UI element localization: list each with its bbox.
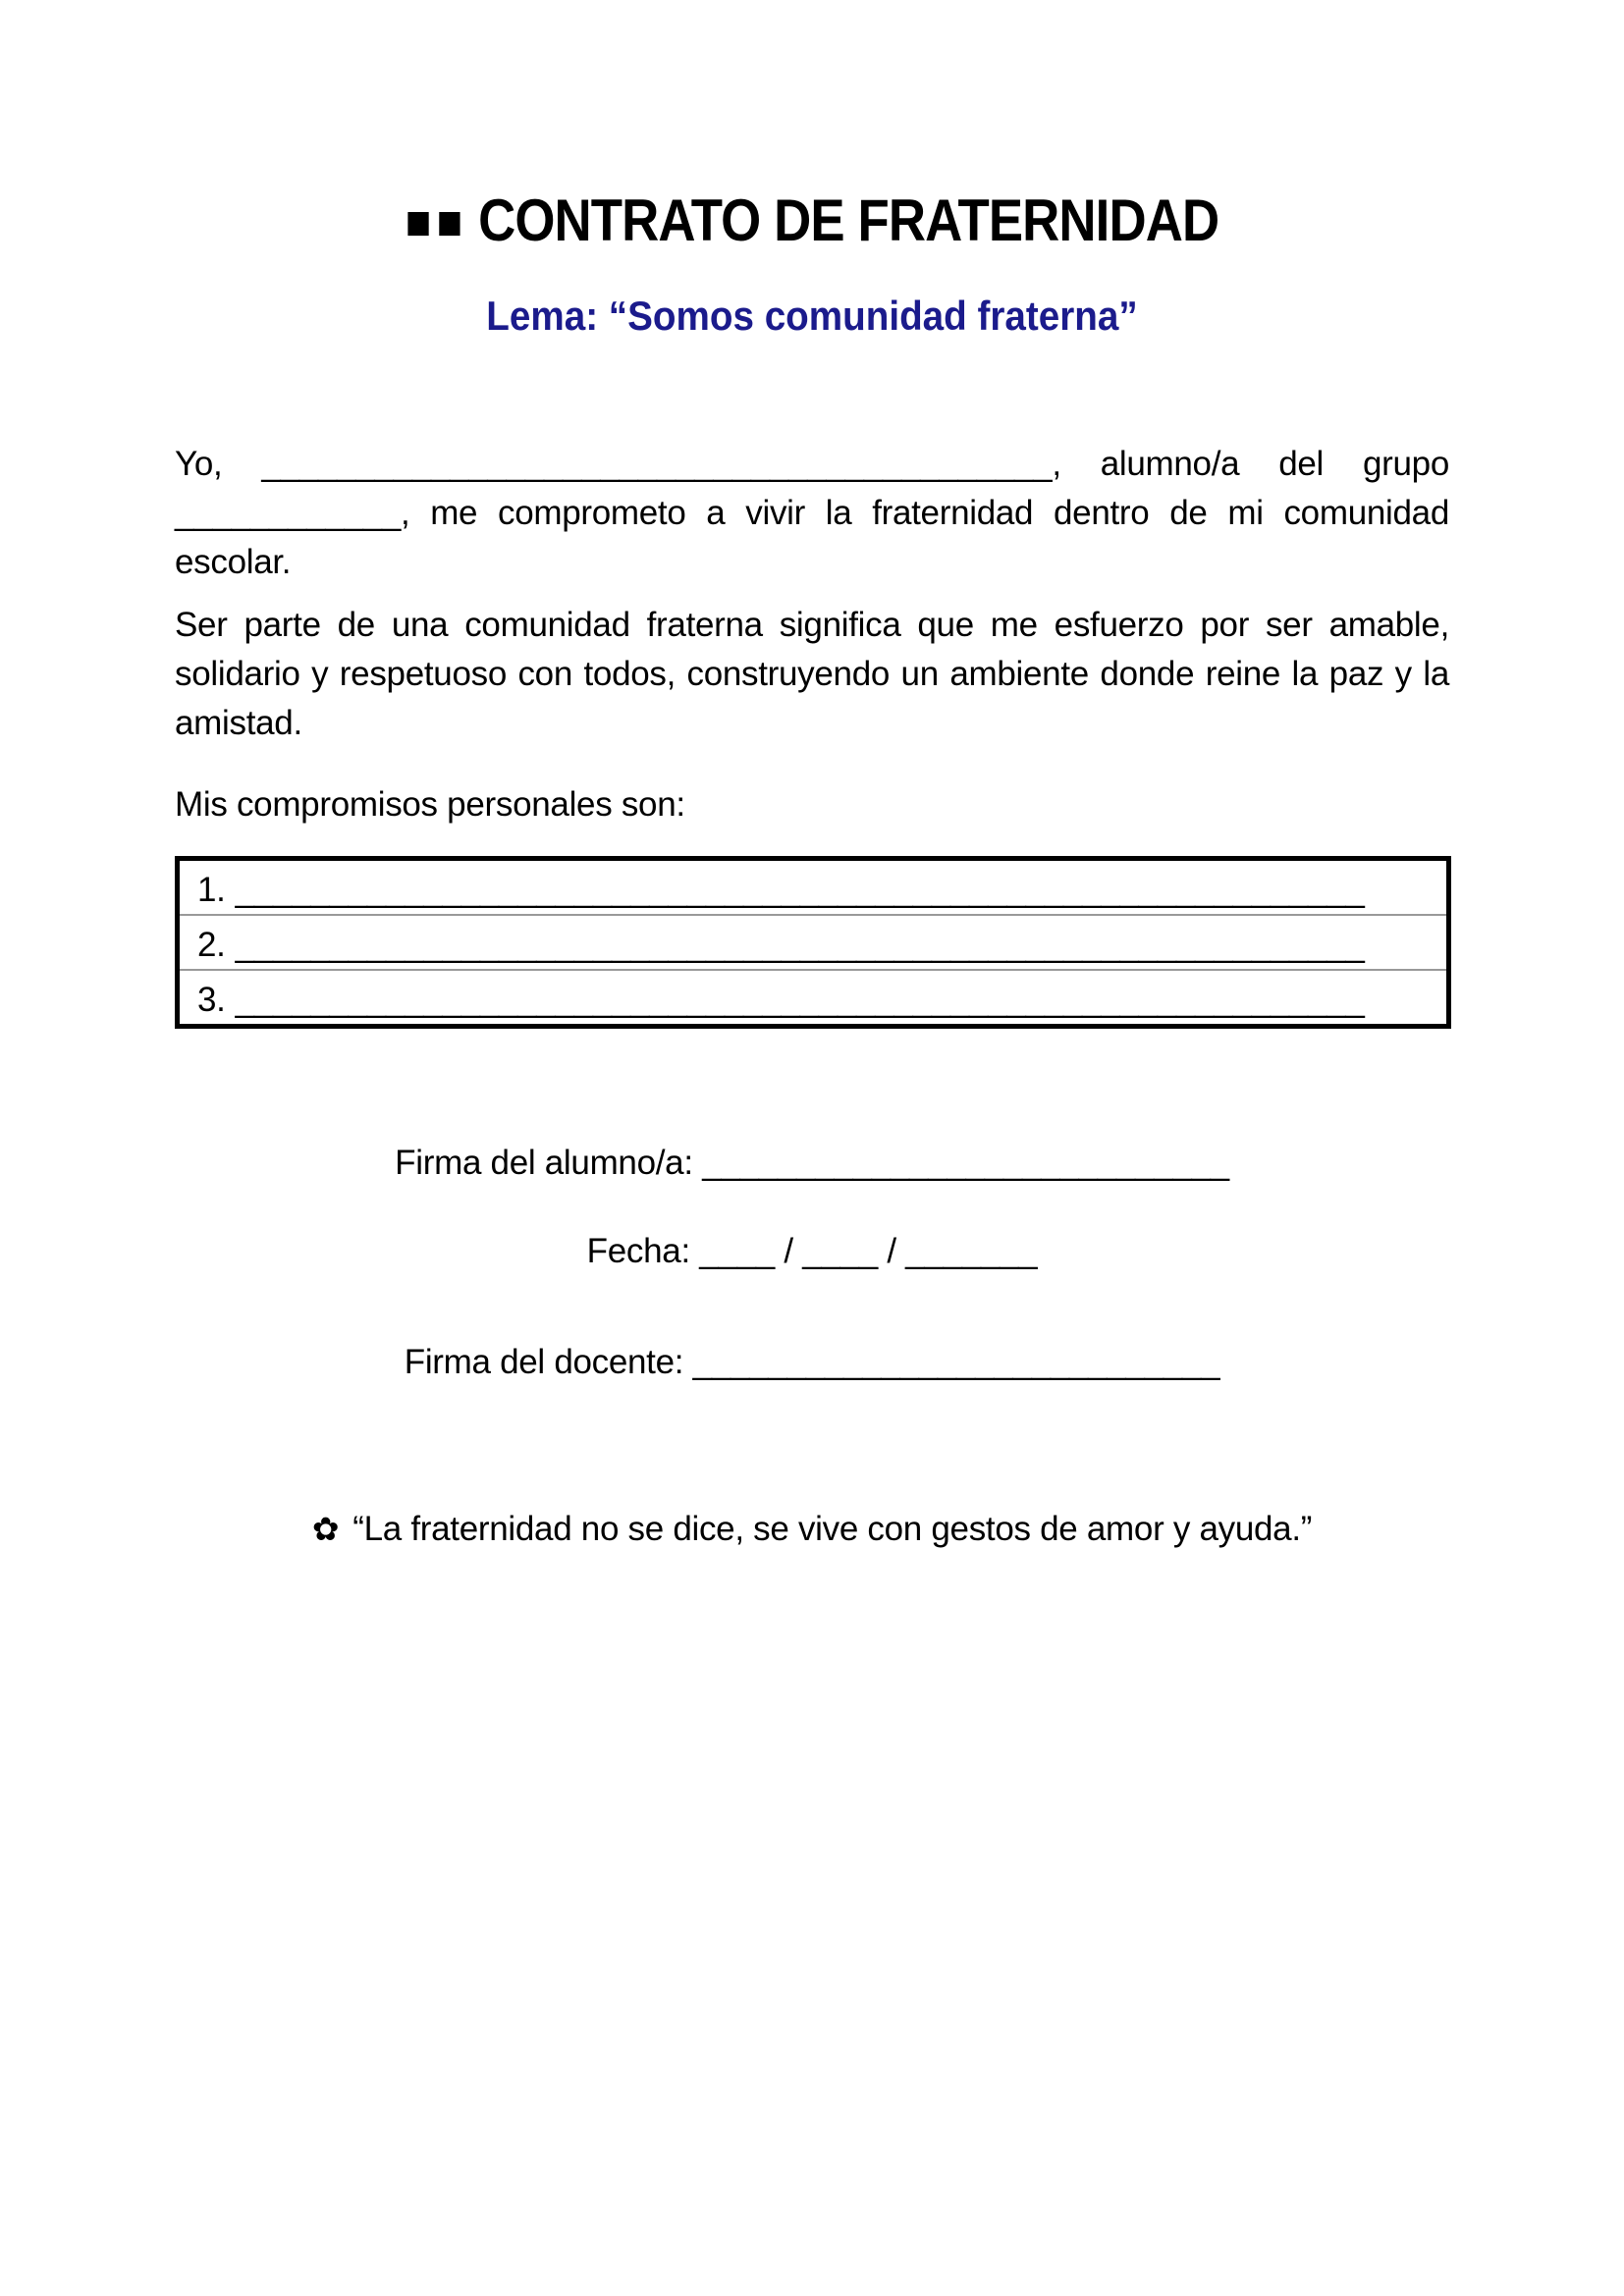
commitment-blank-2: ____________________________________________________________ [235,926,1365,964]
commitment-number-2: 2. [197,926,226,964]
body-paragraph: Ser parte de una comunidad fraterna significa que me esfuerzo por ser amable, solidario y respetuoso con todos, construyendo un ambiente donde reine la paz y la amistad. [175,606,1449,742]
commitment-row-1 [180,861,1446,914]
commitments-label: Mis compromisos personales son: [175,785,685,824]
black-squares-icon: ■■ [405,194,468,249]
intro-prefix: Yo, [175,445,262,483]
commitment-number-3: 3. [197,981,226,1019]
intro-middle: , alumno/a del grupo [1052,445,1449,483]
date-line: Fecha: ____ / ____ / _______ [586,1232,1038,1270]
group-blank: ____________ [175,494,401,532]
commitment-blank-3: ____________________________________________________________ [235,981,1365,1019]
motto-subtitle: Lema: “Somos comunidad fraterna” [486,293,1138,339]
commitment-number-1: 1. [197,871,226,909]
flower-icon: ✿ [311,1511,340,1547]
teacher-signature-line: Firma del docente: ____________________________ [404,1343,1220,1381]
commitment-row-3 [180,969,1446,1024]
commitments-box [175,856,1451,1029]
closing-quote [0,1510,1624,1549]
page-title-text: CONTRATO DE FRATERNIDAD [478,187,1219,253]
intro-suffix: , me comprometo a vivir la fraternidad dentro de mi comunidad escolar. [175,494,1449,581]
intro-paragraph [175,440,1449,587]
page-title [97,187,1527,254]
closing-quote-text: “La fraternidad no se dice, se vive con gestos de amor y ayuda.” [352,1510,1313,1548]
commitment-blank-1: ____________________________________________________________ [235,871,1365,909]
commitment-row-2 [180,914,1446,969]
student-name-blank: __________________________________________ [261,445,1053,483]
student-signature-line: Firma del alumno/a: ____________________________ [395,1144,1229,1182]
